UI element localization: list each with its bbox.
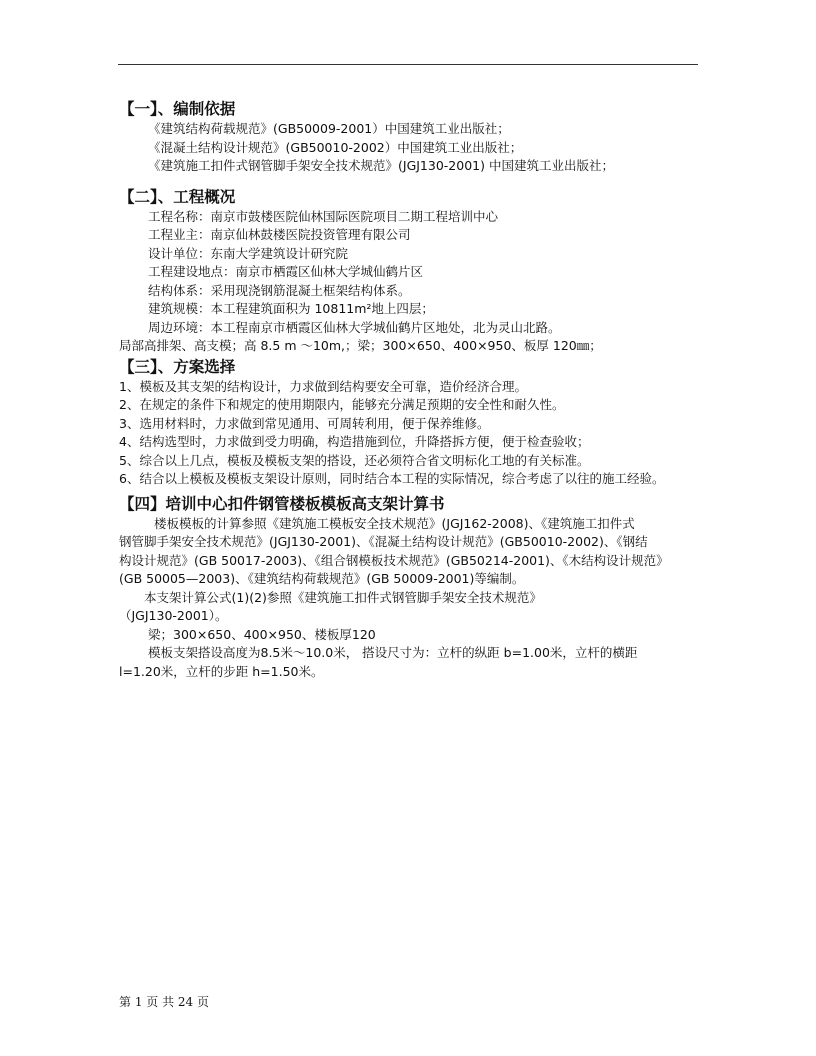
section-4-beam: 梁；300×650、400×950、楼板厚120 — [148, 626, 376, 642]
page-footer: 第 1 页 共 24 页 — [119, 995, 209, 1009]
section-4-para1-line: 构设计规范》(GB 50017-2003)、《组合钢模板技术规范》(GB50214-2001)、《木结构设计规范》 — [119, 552, 669, 568]
section-2-item: 工程建设地点：南京市栖霞区仙林大学城仙鹤片区 — [148, 264, 424, 279]
document-body — [119, 98, 709, 681]
section-2-heading: 【二】、工程概况 — [119, 187, 236, 206]
section-1-item: 《建筑施工扣件式钢管脚手架安全技术规范》(JGJ130-2001) 中国建筑工业出版社； — [148, 158, 614, 173]
section-3-item: 5、综合以上几点，模板及模板支架的搭设，还必须符合省文明标化工地的有关标准。 — [119, 452, 590, 468]
section-3-item: 1、模板及其支架的结构设计，力求做到结构要安全可靠，造价经济合理。 — [119, 378, 527, 394]
section-4-para1-line: (GB 50005—2003)、《建筑结构荷载规范》(GB 50009-2001)等编制。 — [119, 571, 525, 586]
section-4-para2-line: 本支架计算公式(1)(2)参照《建筑施工扣件式钢管脚手架安全技术规范》 — [144, 589, 542, 605]
section-2-item: 工程名称：南京市鼓楼医院仙林国际医院项目二期工程培训中心 — [148, 208, 499, 224]
section-4-para3-line: l=1.20米，立杆的步距 h=1.50米。 — [119, 663, 324, 679]
section-3-item: 3、选用材料时，力求做到常见通用、可周转利用，便于保养维修。 — [119, 415, 490, 431]
section-1-heading: 【一】、编制依据 — [119, 100, 236, 118]
section-2-item: 设计单位：东南大学建筑设计研究院 — [148, 245, 349, 261]
section-3-item: 4、结构选型时，力求做到受力明确，构造措施到位，升降搭拆方便，便于检查验收； — [119, 434, 590, 449]
section-2-item: 结构体系：采用现浇钢筋混凝土框架结构体系。 — [148, 282, 411, 298]
section-3-item: 2、在规定的条件下和规定的使用期限内，能够充分满足预期的安全性和耐久性。 — [119, 397, 565, 412]
section-4-para3-line: 模板支架搭设高度为8.5米～10.0米， 搭设尺寸为：立杆的纵距 b=1.00米，立杆的横距 — [148, 645, 638, 660]
section-2-item: 周边环境：本工程南京市栖霞区仙林大学城仙鹤片区地处，北为灵山北路。 — [148, 319, 561, 335]
section-4-para1-line: 钢管脚手架安全技术规范》(JGJ130-2001)、《混凝土结构设计规范》(GB50010-2002)、《钢结 — [119, 534, 648, 549]
section-3-item: 6、结合以上模板及模板支架设计原则，同时结合本工程的实际情况，综合考虑了以往的施工经验。 — [119, 471, 665, 486]
section-4-para1-line: 楼板模板的计算参照《建筑施工模板安全技术规范》(JGJ162-2008)、《建筑施工扣件式 — [154, 515, 635, 531]
section-3-heading: 【三】、方案选择 — [119, 357, 236, 376]
section-2-item: 工程业主：南京仙林鼓楼医院投资管理有限公司 — [148, 227, 411, 242]
section-2-note: 局部高排架、高支模；高 8.5 m ～10m,；梁；300×650、400×950、板厚 120㎜； — [119, 338, 602, 353]
header-rule — [118, 64, 698, 65]
section-4-para2-line: （JGJ130-2001）。 — [119, 608, 228, 623]
section-4-heading: 【四】培训中心扣件钢管楼板模板高支架计算书 — [119, 494, 445, 513]
section-2-item: 建筑规模：本工程建筑面积为 10811m²地上四层； — [148, 301, 434, 316]
section-1-item: 《混凝土结构设计规范》(GB50010-2002）中国建筑工业出版社； — [148, 139, 523, 155]
section-1-item: 《建筑结构荷载规范》(GB50009-2001）中国建筑工业出版社； — [148, 121, 510, 136]
